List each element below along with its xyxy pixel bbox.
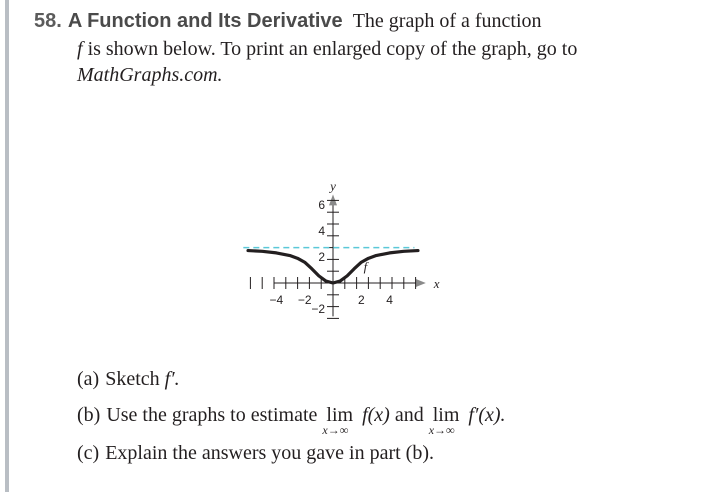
y-tick-label: 6	[318, 198, 325, 213]
y-tick-label: 2	[318, 250, 325, 265]
limit-2	[428, 402, 460, 437]
and-word: and	[394, 404, 424, 426]
part-a-text: Sketch	[105, 368, 160, 390]
x-tick-label: −4	[269, 293, 284, 307]
limit-1-expression: f(x)	[362, 404, 390, 426]
problem-title: A Function and Its Derivative	[67, 10, 343, 32]
scrollbar[interactable]	[5, 0, 9, 492]
x-axis-label: x	[433, 276, 440, 291]
problem-number: 58.	[34, 10, 62, 32]
intro-line-2	[77, 36, 577, 62]
mathgraphs-link[interactable]: MathGraphs.com.	[77, 64, 223, 86]
limit-1	[322, 402, 354, 437]
intro-line-1: The graph of a function	[352, 10, 542, 32]
function-variable: f	[77, 38, 83, 60]
limit-2-expression: f′(x).	[468, 404, 506, 426]
limit-1-subscript: x→∞	[322, 423, 349, 437]
part-b-label: (b)	[77, 404, 101, 426]
y-tick-label: −2	[311, 301, 325, 316]
x-tick-label: −2	[297, 293, 312, 307]
x-tick-label: 4	[386, 293, 393, 307]
part-b	[77, 402, 506, 437]
part-c-label: (c)	[77, 442, 100, 464]
y-axis-label: y	[330, 178, 336, 194]
x-axis-arrow	[416, 279, 426, 287]
limit-1-lim: lim	[326, 404, 354, 426]
problem-heading	[34, 8, 694, 34]
x-tick-label: 2	[357, 293, 365, 307]
function-label: f	[363, 259, 368, 275]
part-a-expression: f′.	[164, 368, 180, 390]
y-tick-label: 4	[318, 224, 325, 239]
limit-2-lim: lim	[432, 404, 460, 426]
limit-2-subscript: x→∞	[428, 423, 455, 437]
intro-line-2-text: is shown below. To print an enlarged copy of the graph, go to	[82, 38, 578, 60]
y-axis-arrow	[329, 194, 337, 205]
part-b-text: Use the graphs to estimate	[106, 404, 318, 426]
part-a-label: (a)	[77, 368, 100, 390]
part-c	[77, 440, 434, 466]
part-c-text: Explain the answers you gave in part (b).	[105, 442, 434, 464]
part-a	[77, 366, 180, 392]
function-graph	[215, 100, 475, 350]
